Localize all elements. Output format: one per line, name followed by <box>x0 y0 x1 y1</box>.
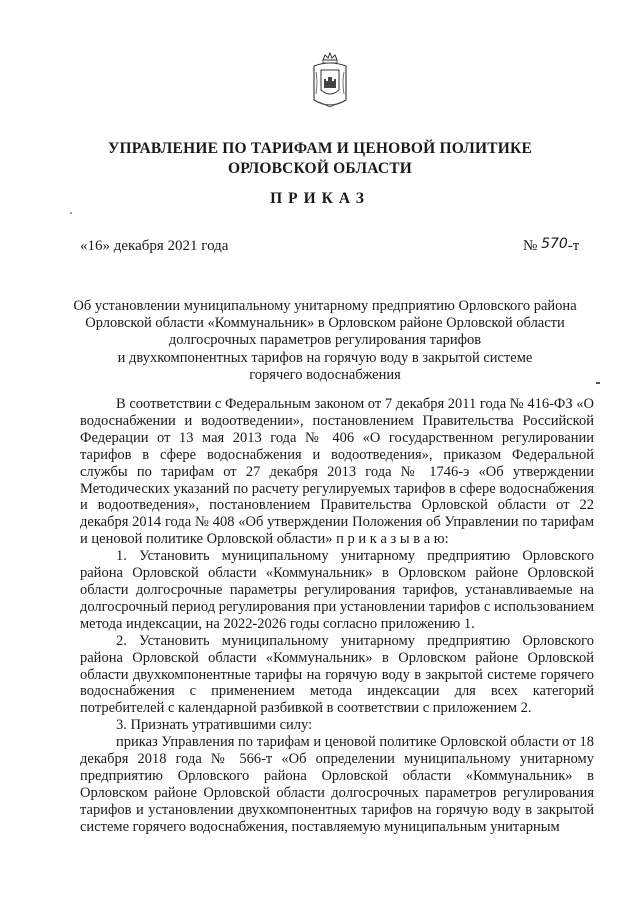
subject-line: Орловской области «Коммунальник» в Орловском районе Орловской области <box>85 315 565 332</box>
organization-name-line2: ОРЛОВСКОЙ ОБЛАСТИ <box>227 160 413 177</box>
order-subject <box>70 298 580 384</box>
subject-line: Об установлении муниципальному унитарному предприятию Орловского района <box>73 298 577 314</box>
order-body <box>80 396 594 836</box>
handwritten-number: 570 <box>541 236 568 252</box>
scan-mark <box>596 382 600 384</box>
preamble-paragraph: В соответствии с Федеральным законом от 7 декабря 2011 года № 416-ФЗ «О водоснабжении и водоотведении», постановлением Правительства Российской Федерации от 13 мая 2013 года № 406 «О государственном регулировании тарифов в сфере водоснабжения и водоотведения», приказом Федеральной службы по тарифам от 27 декабря 2013 года № 1746-э «Об утверждении Методических указаний по расчету регулируемых тарифов в сфере водоснабжения и водоотведения», постановлением Правительства Орловской области от 22 декабря 2014 года № 408 «Об утверждении Положения об Управлении по тарифам и ценовой политике Орловской области» п р и к а з ы в а ю: <box>80 396 594 548</box>
organization-name-line1: УПРАВЛЕНИЕ ПО ТАРИФАМ И ЦЕНОВОЙ ПОЛИТИКЕ <box>107 140 533 157</box>
subject-line: и двухкомпонентных тарифов на горячую воду в закрытой системе <box>117 349 533 366</box>
coat-of-arms-icon <box>311 52 349 112</box>
document-type-title: ПРИКАЗ <box>270 190 370 207</box>
scan-speck <box>70 212 72 214</box>
item-3-heading: 3. Признать утратившими силу: <box>116 717 313 734</box>
item-1-paragraph: 1. Установить муниципальному унитарному предприятию Орловского района Орловской области «Коммунальник» в Орловском районе Орловской области долгосрочные параметры регулирования тарифов, устанавливаемые на долгосрочный период регулирования при установлении тарифов с использованием метода индексации, на 2022-2026 годы согласно приложению 1. <box>80 548 594 632</box>
number-prefix: № <box>523 238 538 254</box>
subject-line: долгосрочных параметров регулирования тарифов <box>168 332 482 349</box>
subject-line: горячего водоснабжения <box>249 366 401 383</box>
item-3-paragraph: приказ Управления по тарифам и ценовой политике Орловской области от 18 декабря 2018 года № 566-т «Об определении муниципальному унитарному предприятию Орловского района Орловской области «Коммунальник» в Орловском районе Орловской области долгосрочных параметров регулирования тарифов и установлении двухкомпонентных тарифов на горячую воду в закрытой системе горячего водоснабжения, поставляемую муниципальным унитарным <box>80 734 594 835</box>
order-number <box>523 238 579 255</box>
item-2-paragraph: 2. Установить муниципальному унитарному предприятию Орловского района Орловской области «Коммунальник» в Орловском районе Орловской области двухкомпонентные тарифы на горячую воду в закрытой системе горячего водоснабжения с применением метода индексации для всех категорий потребителей с календарной разбивкой в соответствии с приложением 2. <box>80 632 594 717</box>
order-date: «16» декабря 2021 года <box>80 238 229 254</box>
number-suffix: -т <box>567 238 580 254</box>
